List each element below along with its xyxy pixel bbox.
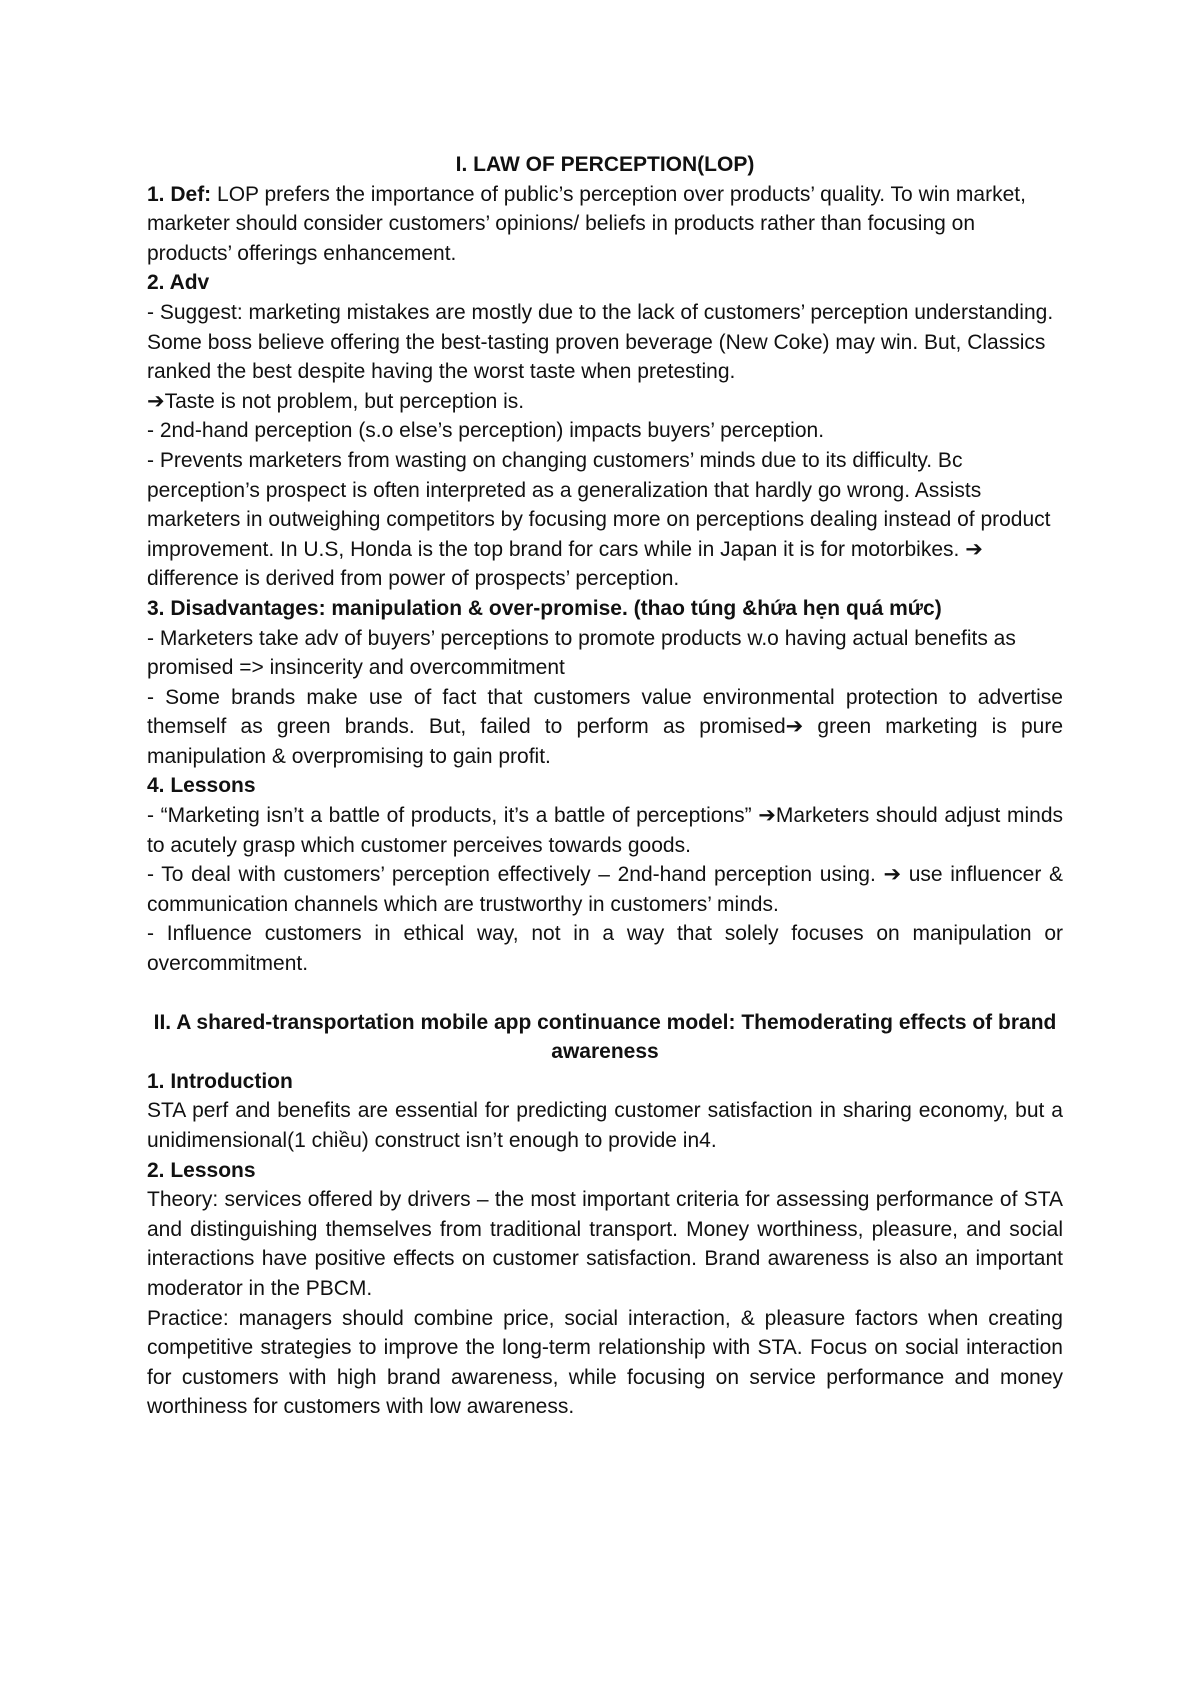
arrow-right-icon: ➔	[883, 862, 902, 887]
section-2-lessons-heading: 2. Lessons	[147, 1158, 256, 1182]
definition-label: 1. Def:	[147, 182, 212, 206]
lessons-point-2: - To deal with customers’ perception effectively – 2nd-hand perception using. ➔ use influencer & communication channels which are trustworthy in customers’ minds.	[147, 862, 1063, 916]
lessons-point-1: - “Marketing isn’t a battle of products, it’s a battle of perceptions” ➔Marketers should adjust minds to acutely grasp which customer perceives towards goods.	[147, 803, 1064, 857]
advantages-point-2: - 2nd-hand perception (s.o else’s perception) impacts buyers’ perception.	[147, 419, 825, 443]
definition-paragraph	[147, 180, 1063, 269]
advantages-heading: 2. Adv	[147, 271, 210, 295]
section-1-title: I. LAW OF PERCEPTION(LOP)	[455, 153, 755, 176]
practice-paragraph: Practice: managers should combine price, social interaction, & pleasure factors when creating competitive strategies to improve the long-term relationship with STA. Focus on social interaction for customers with high brand awareness, while focusing on service performance and money worthiness for customers with low awareness.	[147, 1306, 1063, 1419]
definition-text: LOP prefers the importance of public’s perception over products’ quality. To win market, marketer should consider customers’ opinions/ beliefs in products rather than focusing on products’ offerings enhancement.	[147, 182, 1026, 265]
theory-paragraph: Theory: services offered by drivers – the most important criteria for assessing performance of STA and distinguishing themselves from traditional transport. Money worthiness, pleasure, and social interactions have positive effects on customer satisfaction. Brand awareness is also an important moderator in the PBCM.	[147, 1188, 1063, 1300]
advantages-point-3: - Prevents marketers from wasting on changing customers’ minds due to its difficulty. Bc perception’s prospect is often interpreted as a generalization that hardly go wrong. Assists marketers in outweighing competitors by focusing more on perceptions dealing instead of product improvement. In U.S, Honda is the top brand for cars while in Japan it is for motorbikes. ➔ difference is derived from power of prospects’ perception.	[147, 448, 1051, 591]
arrow-right-icon: ➔	[147, 388, 165, 413]
introduction-heading: 1. Introduction	[147, 1069, 293, 1093]
arrow-right-icon: ➔	[965, 536, 983, 561]
arrow-right-icon: ➔	[758, 803, 776, 828]
lessons-heading: 4. Lessons	[147, 774, 256, 798]
introduction-text: STA perf and benefits are essential for predicting customer satisfaction in sharing economy, but a unidimensional(1 chiều) construct isn’t enough to provide in4.	[147, 1099, 1063, 1152]
disadvantages-point-1: - Marketers take adv of buyers’ perceptions to promote products w.o having actual benefits as promised => insincerity and overcommitment	[147, 626, 1016, 680]
document-page	[147, 150, 1063, 1422]
disadvantages-point-2: - Some brands make use of fact that customers value environmental protection to advertise themself as green brands. But, failed to perform as promised➔ green marketing is pure manipulation & overpromising to gain profit.	[147, 685, 1064, 768]
lessons-point-3: - Influence customers in ethical way, not in a way that solely focuses on manipulation or overcommitment.	[147, 922, 1063, 976]
advantages-point-1-conclusion: ➔Taste is not problem, but perception is.	[147, 388, 525, 413]
advantages-point-1: - Suggest: marketing mistakes are mostly due to the lack of customers’ perception understanding. Some boss believe offering the best-tasting proven beverage (New Coke) may win. But, Classics ranked the best despite having the worst taste when pretesting.	[147, 300, 1054, 384]
arrow-right-icon: ➔	[785, 714, 804, 739]
disadvantages-heading: 3. Disadvantages: manipulation & over-promise. (thao túng &hứa hẹn quá mức)	[147, 596, 942, 620]
section-2-title: II. A shared-transportation mobile app continuance model: Themoderating effects of brand awareness	[153, 1010, 1057, 1064]
